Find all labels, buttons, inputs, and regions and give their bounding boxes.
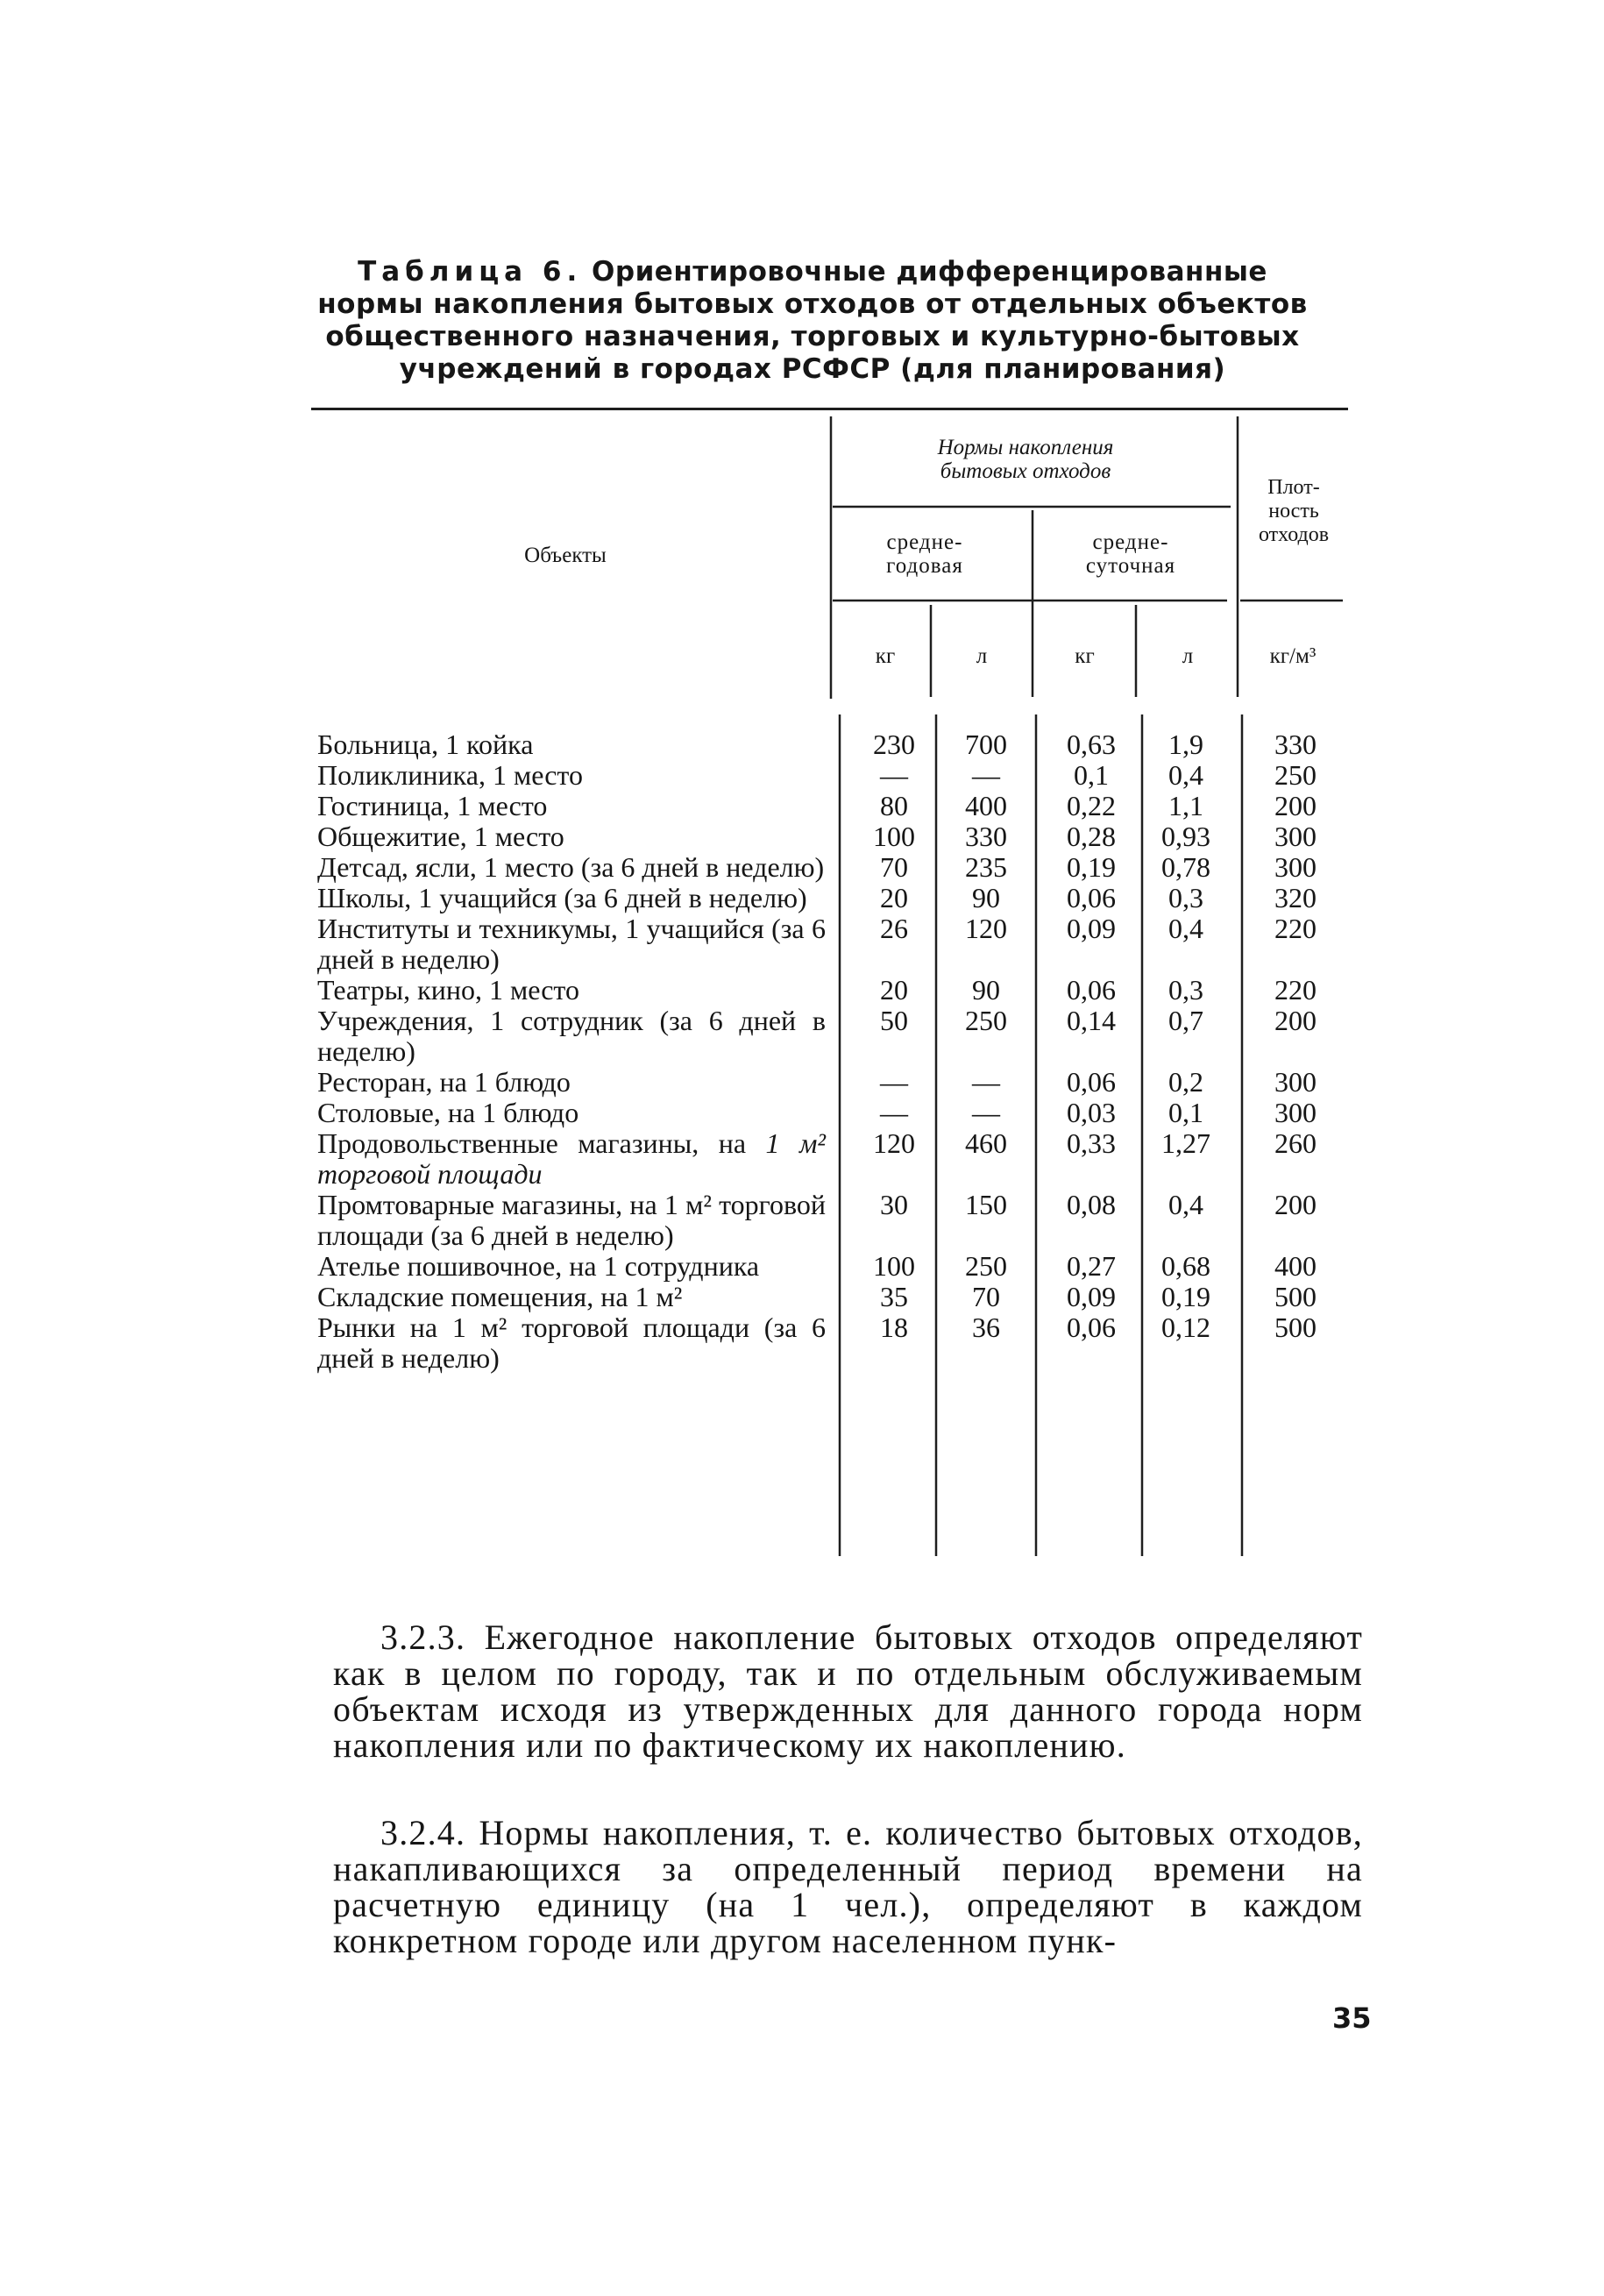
cell-annual-kg: — xyxy=(880,759,908,791)
cell-annual-kg: 26 xyxy=(880,913,908,944)
cell-annual-l: 235 xyxy=(965,851,1007,883)
cell-annual-l: 400 xyxy=(965,790,1007,821)
cell-density: 400 xyxy=(1274,1250,1317,1282)
row-object: Учреждения, 1 сотрудник (за 6 дней в неделю) xyxy=(317,1005,826,1067)
cell-density: 300 xyxy=(1274,1066,1317,1098)
cell-annual-l: 250 xyxy=(965,1005,1007,1036)
table-row xyxy=(317,729,1317,760)
table-row xyxy=(317,821,1317,852)
cell-density: 220 xyxy=(1274,974,1317,1006)
row-object: Детсад, ясли, 1 место (за 6 дней в неделю) xyxy=(317,851,825,883)
table-row xyxy=(317,1250,1317,1282)
row-object: Школы, 1 учащийся (за 6 дней в неделю) xyxy=(317,882,807,913)
table-row xyxy=(317,913,1317,975)
cell-daily-l: 0,93 xyxy=(1161,821,1210,852)
cell-density: 200 xyxy=(1274,790,1317,821)
table-row xyxy=(317,882,1317,913)
cell-annual-kg: 120 xyxy=(873,1127,915,1159)
cell-annual-kg: 70 xyxy=(880,851,908,883)
cell-annual-l: — xyxy=(972,759,1000,791)
cell-daily-kg: 0,1 xyxy=(1074,759,1109,791)
header-unit-kg-daily: кг xyxy=(1075,644,1095,668)
row-object: Рынки на 1 м² торговой площади (за 6 дней в неделю) xyxy=(317,1311,826,1374)
cell-annual-l: 330 xyxy=(965,821,1007,852)
cell-daily-l: 0,12 xyxy=(1161,1311,1210,1343)
paragraph-3-2-3: 3.2.3. Ежегодное накопление бытовых отходов определяют как в целом по городу, так и по отдельным обслуживаемым объектам исходя из утвержденных для данного города норм накопления или по фактическому их накоплению. xyxy=(333,1617,1363,1765)
row-object: Гостиница, 1 место xyxy=(317,790,548,821)
table-caption-text: Ориентировочные дифференцированные нормы накопления бытовых отходов от отдельных объектов общественного назначения, торговых и культурно-бытовых учреждений в городах РСФСР (для планирования) xyxy=(317,256,1308,385)
cell-annual-kg: 30 xyxy=(880,1189,908,1220)
header-norms-group: Нормы накопления бытовых отходов xyxy=(937,436,1114,483)
table-row xyxy=(317,1189,1317,1251)
table-row xyxy=(317,1281,1317,1312)
cell-density: 500 xyxy=(1274,1281,1317,1312)
table-row xyxy=(317,1127,1317,1190)
cell-annual-kg: — xyxy=(880,1097,908,1128)
cell-density: 500 xyxy=(1274,1311,1317,1343)
cell-daily-kg: 0,09 xyxy=(1067,1281,1116,1312)
header-density: Плот-ность отходов xyxy=(1258,476,1330,546)
cell-daily-l: 0,1 xyxy=(1168,1097,1203,1128)
row-object xyxy=(317,1128,826,1190)
cell-daily-l: 0,4 xyxy=(1168,913,1203,944)
row-object: Складские помещения, на 1 м² xyxy=(317,1281,683,1312)
table-body xyxy=(317,729,1317,1374)
cell-daily-kg: 0,08 xyxy=(1067,1189,1116,1220)
cell-density: 220 xyxy=(1274,913,1317,944)
table-caption-lead: Таблица 6. xyxy=(358,256,583,288)
row-object-text: Продовольственные магазины, на xyxy=(317,1127,747,1159)
header-unit-l-annual: л xyxy=(976,644,988,668)
cell-annual-kg: — xyxy=(880,1066,908,1098)
row-object: Промтоварные магазины, на 1 м² торговой площади (за 6 дней в неделю) xyxy=(317,1189,826,1251)
cell-annual-l: 700 xyxy=(965,729,1007,760)
cell-daily-l: 0,2 xyxy=(1168,1066,1203,1098)
cell-daily-l: 0,19 xyxy=(1161,1281,1210,1312)
table-row xyxy=(317,974,1317,1006)
cell-daily-kg: 0,63 xyxy=(1067,729,1116,760)
cell-annual-l: — xyxy=(972,1066,1000,1098)
row-object: Ресторан, на 1 блюдо xyxy=(317,1066,571,1098)
cell-daily-kg: 0,22 xyxy=(1067,790,1116,821)
cell-annual-kg: 100 xyxy=(873,1250,915,1282)
cell-annual-kg: 50 xyxy=(880,1005,908,1036)
cell-daily-kg: 0,14 xyxy=(1067,1005,1116,1036)
header-annual: средне-годовая xyxy=(886,530,963,578)
cell-density: 320 xyxy=(1274,882,1317,913)
row-object: Театры, кино, 1 место xyxy=(317,974,579,1006)
table-row xyxy=(317,1097,1317,1128)
table-row xyxy=(317,1066,1317,1098)
cell-annual-l: 90 xyxy=(972,974,1000,1006)
cell-density: 260 xyxy=(1274,1127,1317,1159)
cell-daily-l: 1,27 xyxy=(1161,1127,1210,1159)
row-object: Общежитие, 1 место xyxy=(317,821,564,852)
cell-daily-kg: 0,33 xyxy=(1067,1127,1116,1159)
cell-annual-l: 36 xyxy=(972,1311,1000,1343)
cell-density: 300 xyxy=(1274,821,1317,852)
cell-annual-l: 120 xyxy=(965,913,1007,944)
header-unit-density: кг/м³ xyxy=(1269,644,1317,668)
table-row xyxy=(317,1311,1317,1374)
cell-daily-l: 0,4 xyxy=(1168,1189,1203,1220)
cell-density: 250 xyxy=(1274,759,1317,791)
cell-density: 200 xyxy=(1274,1005,1317,1036)
row-object: Столовые, на 1 блюдо xyxy=(317,1097,579,1128)
table-row xyxy=(317,790,1317,821)
cell-daily-l: 0,7 xyxy=(1168,1005,1203,1036)
cell-daily-l: 1,9 xyxy=(1168,729,1203,760)
row-object: Институты и техникумы, 1 учащийся (за 6 дней в неделю) xyxy=(317,913,826,975)
row-object: Больница, 1 койка xyxy=(317,729,534,760)
cell-annual-kg: 20 xyxy=(880,882,908,913)
cell-annual-l: — xyxy=(972,1097,1000,1128)
cell-daily-kg: 0,06 xyxy=(1067,1311,1116,1343)
cell-daily-kg: 0,06 xyxy=(1067,882,1116,913)
cell-annual-l: 460 xyxy=(965,1127,1007,1159)
cell-annual-kg: 100 xyxy=(873,821,915,852)
paragraph-3-2-4: 3.2.4. Нормы накопления, т. е. количество бытовых отходов, накапливающихся за определенный период времени на расчетную единицу (на 1 чел.), определяют в каждом конкретном городе или другом населенном пунк- xyxy=(333,1813,1363,1960)
row-object: Ателье пошивочное, на 1 сотрудника xyxy=(317,1250,760,1282)
header-daily: средне-суточная xyxy=(1085,530,1176,578)
cell-annual-kg: 80 xyxy=(880,790,908,821)
table-row xyxy=(317,1005,1317,1067)
cell-daily-l: 0,4 xyxy=(1168,759,1203,791)
cell-daily-l: 0,3 xyxy=(1168,974,1203,1006)
cell-daily-l: 0,68 xyxy=(1161,1250,1210,1282)
cell-daily-l: 0,3 xyxy=(1168,882,1203,913)
header-objects: Объекты xyxy=(524,544,607,567)
cell-annual-l: 250 xyxy=(965,1250,1007,1282)
cell-daily-l: 1,1 xyxy=(1168,790,1203,821)
table-row xyxy=(317,851,1317,883)
cell-annual-kg: 18 xyxy=(880,1311,908,1343)
cell-annual-kg: 20 xyxy=(880,974,908,1006)
cell-density: 300 xyxy=(1274,1097,1317,1128)
row-object: Поликлиника, 1 место xyxy=(317,759,583,791)
cell-density: 330 xyxy=(1274,729,1317,760)
cell-annual-l: 90 xyxy=(972,882,1000,913)
cell-daily-kg: 0,28 xyxy=(1067,821,1116,852)
cell-daily-kg: 0,06 xyxy=(1067,974,1116,1006)
table-row xyxy=(317,759,1317,791)
row-object-extra: 1 м² торговой площади xyxy=(317,1127,826,1190)
cell-daily-kg: 0,06 xyxy=(1067,1066,1116,1098)
cell-daily-kg: 0,03 xyxy=(1067,1097,1116,1128)
cell-annual-l: 70 xyxy=(972,1281,1000,1312)
page-number: 35 xyxy=(1332,2001,1372,2035)
cell-density: 300 xyxy=(1274,851,1317,883)
cell-annual-kg: 35 xyxy=(880,1281,908,1312)
cell-daily-kg: 0,09 xyxy=(1067,913,1116,944)
cell-daily-kg: 0,27 xyxy=(1067,1250,1116,1282)
cell-daily-l: 0,78 xyxy=(1161,851,1210,883)
cell-annual-kg: 230 xyxy=(873,729,915,760)
cell-density: 200 xyxy=(1274,1189,1317,1220)
header-unit-kg-annual: кг xyxy=(875,644,896,668)
header-unit-l-daily: л xyxy=(1182,644,1194,668)
cell-annual-l: 150 xyxy=(965,1189,1007,1220)
cell-daily-kg: 0,19 xyxy=(1067,851,1116,883)
